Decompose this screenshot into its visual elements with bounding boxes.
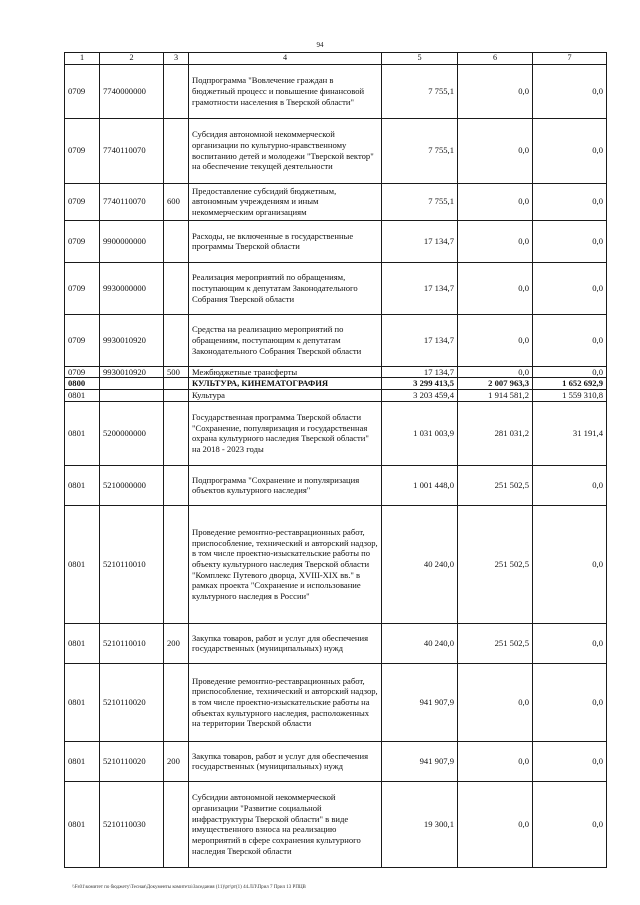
amount-year-3-cell: 0,0 [533, 262, 607, 314]
section-code-cell: 0801 [65, 390, 100, 402]
amount-year-3-cell: 31 191,4 [533, 401, 607, 465]
amount-year-3-cell: 0,0 [533, 741, 607, 781]
table-row [65, 64, 607, 118]
expense-type-cell: 200 [164, 741, 189, 781]
header-cell-7: 7 [533, 53, 607, 65]
amount-year-1-cell: 40 240,0 [382, 505, 458, 623]
amount-year-3-cell: 0,0 [533, 505, 607, 623]
description-cell: КУЛЬТУРА, КИНЕМАТОГРАФИЯ [189, 378, 382, 390]
expense-type-cell [164, 781, 189, 867]
target-article-cell: 7740110070 [100, 183, 164, 220]
section-code-cell: 0801 [65, 505, 100, 623]
expense-type-cell: 600 [164, 183, 189, 220]
table-row [65, 118, 607, 183]
amount-year-1-cell: 7 755,1 [382, 183, 458, 220]
section-code-cell: 0801 [65, 401, 100, 465]
expense-type-cell [164, 118, 189, 183]
amount-year-3-cell: 0,0 [533, 183, 607, 220]
amount-year-1-cell: 3 203 459,4 [382, 390, 458, 402]
amount-year-2-cell: 0,0 [458, 220, 533, 262]
amount-year-2-cell: 251 502,5 [458, 505, 533, 623]
table-row [65, 220, 607, 262]
expense-type-cell: 500 [164, 366, 189, 378]
target-article-cell: 5210110020 [100, 741, 164, 781]
expense-type-cell: 200 [164, 623, 189, 663]
target-article-cell: 9930010920 [100, 314, 164, 366]
description-cell: Проведение ремонтно-реставрационных работ, приспособление, технический и авторский надзор, в том числе проектно-изыскательские работы по объекту культурного наследия Тверской области "Комплекс Путевого дворца, XVIII-XIX вв." в рамках проекта "Сохранение и использование культурного наследия в России" [189, 505, 382, 623]
target-article-cell: 5200000000 [100, 401, 164, 465]
header-cell-1: 1 [65, 53, 100, 65]
description-cell: Предоставление субсидий бюджетным, автономным учреждениям и иным некоммерческим организациям [189, 183, 382, 220]
expense-type-cell [164, 401, 189, 465]
amount-year-1-cell: 19 300,1 [382, 781, 458, 867]
target-article-cell [100, 390, 164, 402]
amount-year-2-cell: 0,0 [458, 64, 533, 118]
section-code-cell: 0801 [65, 465, 100, 505]
amount-year-2-cell: 1 914 581,2 [458, 390, 533, 402]
amount-year-2-cell: 0,0 [458, 314, 533, 366]
section-code-cell: 0709 [65, 314, 100, 366]
target-article-cell: 5210110020 [100, 663, 164, 741]
amount-year-2-cell: 0,0 [458, 262, 533, 314]
amount-year-3-cell: 0,0 [533, 314, 607, 366]
description-cell: Подпрограмма "Вовлечение граждан в бюджетный процесс и повышение финансовой грамотности населения в Тверской области" [189, 64, 382, 118]
section-code-cell: 0709 [65, 366, 100, 378]
amount-year-1-cell: 1 001 448,0 [382, 465, 458, 505]
file-path-footer: \\Fs01\комитет по бюджету\Тесная\Документы комитета\Заседания (11)\рт\рт(1) 44.ЛЛ\Прил 7 Прил 13 РПЦВ [72, 885, 306, 890]
target-article-cell: 7740110070 [100, 118, 164, 183]
description-cell: Средства на реализацию мероприятий по обращениям, поступающим к депутатам Законодательного Собрания Тверской области [189, 314, 382, 366]
expense-type-cell [164, 314, 189, 366]
amount-year-2-cell: 0,0 [458, 663, 533, 741]
section-code-cell: 0801 [65, 623, 100, 663]
expense-type-cell [164, 378, 189, 390]
section-code-cell: 0709 [65, 64, 100, 118]
description-cell: Проведение ремонтно-реставрационных работ, приспособление, технический и авторский надзор, в том числе проектно-изыскательские работы на объектах культурного наследия, расположенных на территории Тверской области [189, 663, 382, 741]
amount-year-3-cell: 0,0 [533, 220, 607, 262]
section-code-cell: 0801 [65, 663, 100, 741]
amount-year-3-cell: 0,0 [533, 64, 607, 118]
section-code-cell: 0709 [65, 220, 100, 262]
amount-year-3-cell: 0,0 [533, 465, 607, 505]
amount-year-1-cell: 941 907,9 [382, 663, 458, 741]
amount-year-3-cell: 0,0 [533, 366, 607, 378]
description-cell: Субсидии автономной некоммерческой организации "Развитие социальной инфраструктуры Тверской области" в виде имущественного взноса на реализацию мероприятий в сфере сохранения культурного наследия Тверской области [189, 781, 382, 867]
target-article-cell: 5210110010 [100, 623, 164, 663]
expense-type-cell [164, 505, 189, 623]
amount-year-1-cell: 17 134,7 [382, 366, 458, 378]
section-code-cell: 0709 [65, 183, 100, 220]
description-cell: Подпрограмма "Сохранение и популяризация объектов культурного наследия" [189, 465, 382, 505]
section-code-cell: 0801 [65, 781, 100, 867]
header-cell-3: 3 [164, 53, 189, 65]
expense-type-cell [164, 390, 189, 402]
amount-year-2-cell: 0,0 [458, 741, 533, 781]
target-article-cell: 5210000000 [100, 465, 164, 505]
table-row [65, 401, 607, 465]
amount-year-1-cell: 7 755,1 [382, 118, 458, 183]
description-cell: Расходы, не включенные в государственные программы Тверской области [189, 220, 382, 262]
section-code-cell: 0801 [65, 741, 100, 781]
amount-year-2-cell: 2 007 963,3 [458, 378, 533, 390]
table-row [65, 183, 607, 220]
table-row [65, 465, 607, 505]
amount-year-2-cell: 251 502,5 [458, 465, 533, 505]
section-code-cell: 0709 [65, 118, 100, 183]
header-cell-4: 4 [189, 53, 382, 65]
section-code-cell: 0800 [65, 378, 100, 390]
amount-year-1-cell: 3 299 413,5 [382, 378, 458, 390]
expense-type-cell [164, 220, 189, 262]
target-article-cell: 9930010920 [100, 366, 164, 378]
table-row [65, 781, 607, 867]
section-code-cell: 0709 [65, 262, 100, 314]
header-cell-5: 5 [382, 53, 458, 65]
amount-year-2-cell: 0,0 [458, 366, 533, 378]
amount-year-1-cell: 17 134,7 [382, 314, 458, 366]
table-row [65, 378, 607, 390]
amount-year-3-cell: 1 559 310,8 [533, 390, 607, 402]
target-article-cell [100, 378, 164, 390]
header-cell-2: 2 [100, 53, 164, 65]
description-cell: Закупка товаров, работ и услуг для обеспечения государственных (муниципальных) нужд [189, 741, 382, 781]
target-article-cell: 9900000000 [100, 220, 164, 262]
target-article-cell: 5210110010 [100, 505, 164, 623]
description-cell: Межбюджетные трансферты [189, 366, 382, 378]
header-cell-6: 6 [458, 53, 533, 65]
amount-year-3-cell: 0,0 [533, 781, 607, 867]
table-row [65, 623, 607, 663]
target-article-cell: 7740000000 [100, 64, 164, 118]
amount-year-3-cell: 0,0 [533, 118, 607, 183]
page-number: 94 [316, 41, 324, 49]
description-cell: Государственная программа Тверской области "Сохранение, популяризация и государственная охрана культурного наследия Тверской области" на 2018 - 2023 годы [189, 401, 382, 465]
expense-type-cell [164, 465, 189, 505]
table-row [65, 314, 607, 366]
amount-year-2-cell: 0,0 [458, 781, 533, 867]
amount-year-1-cell: 40 240,0 [382, 623, 458, 663]
amount-year-1-cell: 7 755,1 [382, 64, 458, 118]
amount-year-1-cell: 1 031 003,9 [382, 401, 458, 465]
amount-year-1-cell: 17 134,7 [382, 262, 458, 314]
table-row [65, 366, 607, 378]
expense-type-cell [164, 663, 189, 741]
table-row [65, 663, 607, 741]
budget-table [64, 52, 607, 868]
amount-year-2-cell: 251 502,5 [458, 623, 533, 663]
expense-type-cell [164, 262, 189, 314]
amount-year-3-cell: 0,0 [533, 623, 607, 663]
description-cell: Закупка товаров, работ и услуг для обеспечения государственных (муниципальных) нужд [189, 623, 382, 663]
amount-year-1-cell: 17 134,7 [382, 220, 458, 262]
table-row [65, 741, 607, 781]
table-row [65, 390, 607, 402]
amount-year-2-cell: 0,0 [458, 118, 533, 183]
table-row [65, 505, 607, 623]
amount-year-1-cell: 941 907,9 [382, 741, 458, 781]
amount-year-2-cell: 281 031,2 [458, 401, 533, 465]
description-cell: Культура [189, 390, 382, 402]
table-row [65, 262, 607, 314]
amount-year-3-cell: 1 652 692,9 [533, 378, 607, 390]
header-row [65, 53, 607, 65]
description-cell: Субсидия автономной некоммерческой организации по культурно-нравственному воспитанию детей и молодежи "Тверской вектор" на обеспечение текущей деятельности [189, 118, 382, 183]
target-article-cell: 9930000000 [100, 262, 164, 314]
amount-year-2-cell: 0,0 [458, 183, 533, 220]
description-cell: Реализация мероприятий по обращениям, поступающим к депутатам Законодательного Собрания Тверской области [189, 262, 382, 314]
target-article-cell: 5210110030 [100, 781, 164, 867]
expense-type-cell [164, 64, 189, 118]
amount-year-3-cell: 0,0 [533, 663, 607, 741]
